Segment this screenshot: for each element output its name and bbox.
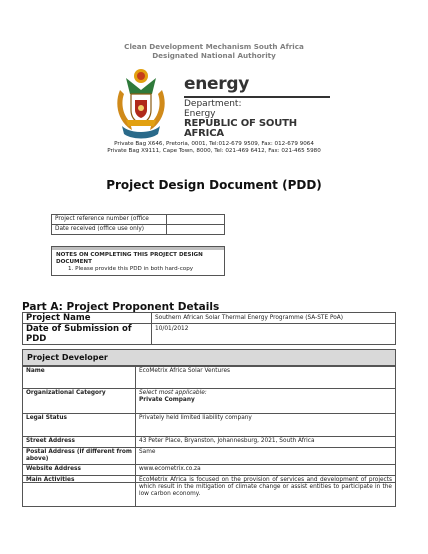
main-activities-value: EcoMetrix Africa is focused on the provision of services and development of projects which result in the mitigation of climate change or assist entities to participate in the low carbon economy. — [136, 476, 396, 507]
table-row — [23, 324, 396, 345]
table-row — [23, 367, 396, 389]
dept-line-2: Energy — [184, 109, 216, 119]
dept-line-1: Department: — [184, 99, 242, 109]
dept-line-3: REPUBLIC OF SOUTH AFRICA — [184, 118, 297, 139]
table-row — [23, 414, 396, 437]
part-a-heading: Part A: Project Proponent Details — [22, 301, 220, 313]
notes-item: 1. Please provide this PDD in both hard-copy — [68, 266, 194, 272]
logo-divider — [184, 96, 330, 98]
notes-title: NOTES ON COMPLETING THIS PROJECT DESIGN DOCUMENT — [56, 252, 203, 265]
table-row — [52, 215, 225, 225]
energy-wordmark: energy — [184, 74, 249, 94]
coat-of-arms-icon — [112, 64, 170, 140]
org-category-hint: Select most applicable: — [139, 390, 207, 396]
project-table — [22, 312, 396, 345]
table-row — [52, 225, 225, 235]
table-row — [23, 476, 396, 507]
notes-band — [52, 247, 224, 250]
postal-address-value: Same — [136, 448, 396, 465]
website-value: www.ecometrix.co.za — [136, 465, 396, 476]
office-ref-label: Project reference number (office — [52, 215, 167, 225]
project-name-label: Project Name — [23, 313, 152, 324]
office-use-table — [51, 214, 225, 235]
developer-header-band — [23, 350, 395, 366]
department-logo — [112, 64, 332, 140]
postal-address-label: Postal Address (if different from above) — [23, 448, 136, 465]
dev-name-label: Name — [23, 367, 136, 389]
org-category-label: Organizational Category — [23, 389, 136, 414]
date-received-label: Date received (office use only) — [52, 225, 167, 235]
address-line-1: Private Bag X646, Pretoria, 0001, Tel:012-679 9509, Fax: 012-679 9064 — [114, 141, 314, 147]
table-row — [23, 389, 396, 414]
street-address-value: 43 Peter Place, Bryanston, Johannesburg, 2021, South Africa — [136, 437, 396, 448]
developer-table — [22, 366, 396, 507]
street-address-label: Street Address — [23, 437, 136, 448]
legal-status-value: Privately held limited liability company — [136, 414, 396, 437]
table-row — [23, 448, 396, 465]
header-line-2: Designated National Authority — [152, 51, 276, 60]
submission-date-value: 10/01/2012 — [152, 324, 396, 345]
document-title: Project Design Document (PDD) — [106, 178, 322, 192]
notes-box — [51, 246, 225, 276]
project-name-value: Southern African Solar Thermal Energy Programme (SA-STE PoA) — [152, 313, 396, 324]
main-activities-label: Main Activities — [23, 476, 136, 507]
header-line-1: Clean Development Mechanism South Africa — [124, 42, 304, 51]
org-category-cell — [136, 389, 396, 414]
date-received-value — [167, 225, 225, 235]
table-row — [23, 437, 396, 448]
dev-name-value: EcoMetrix Africa Solar Ventures — [136, 367, 396, 389]
website-label: Website Address — [23, 465, 136, 476]
table-row — [23, 465, 396, 476]
developer-heading: Project Developer — [27, 353, 108, 362]
submission-date-label: Date of Submission of PDD — [23, 324, 152, 345]
office-ref-value — [167, 215, 225, 225]
table-row — [23, 313, 396, 324]
legal-status-label: Legal Status — [23, 414, 136, 437]
org-category-value: Private Company — [139, 397, 195, 403]
address-line-2: Private Bag X9111, Cape Town, 8000, Tel: 021-469 6412, Fax: 021-465 5980 — [107, 148, 321, 154]
